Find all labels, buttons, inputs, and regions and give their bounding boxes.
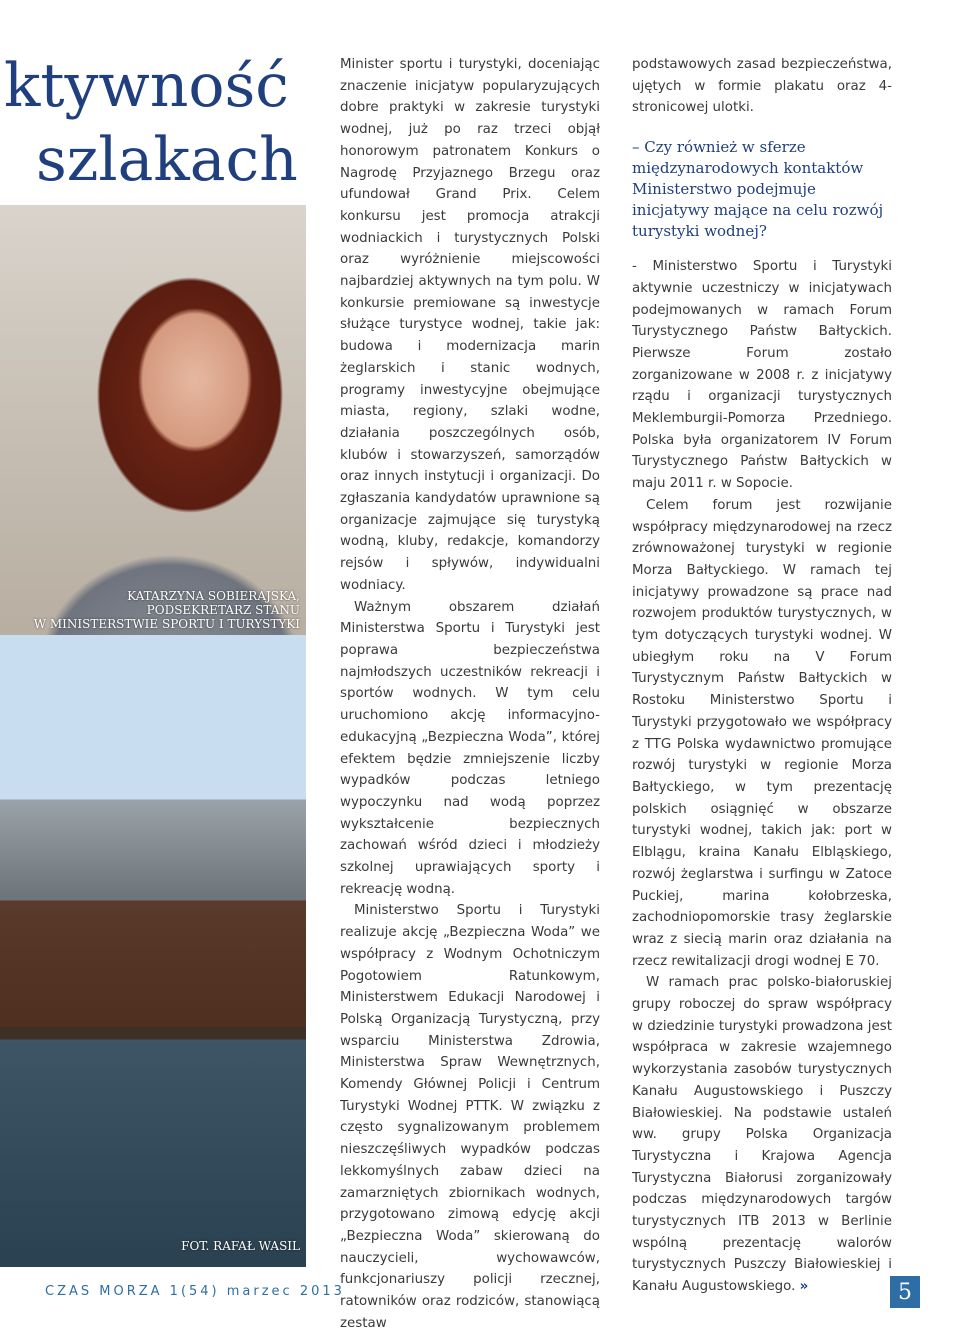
portrait-photo xyxy=(0,205,306,635)
caption-name: KATARZYNA SOBIERAJSKA, xyxy=(127,589,300,603)
photo-credit: FOT. RAFAŁ WASIL xyxy=(181,1239,300,1253)
article-column-3 xyxy=(632,54,892,1298)
col3-paragraph-4-text: W ramach prac polsko-białoruskiej grupy roboczej do spraw współpracy w dziedzinie turystyki prowadzona jest współpraca w zakresie wzajemnego wykorzystania zasobów turystycznych Kanału Augustowskiego i Puszczy Białowieskiej. Na podstawie ustaleń ww. grupy Polska Organizacja Turystyczna i Krajowa Agencja Turystyczna Białorusi zorganizowały podczas międzynarodowych targów turystycznych ITB 2013 w Berlinie wspólną prezentację walorów turystycznych Puszczy Białowieskiej i Kanału Augustowskiego. xyxy=(632,975,892,1295)
interview-question: – Czy również w sferze międzynarodowych kontaktów Ministerstwo podejmuje inicjatywy mające na celu rozwój turystyki wodnej? xyxy=(632,138,884,241)
marina-photo xyxy=(0,635,306,1267)
col2-paragraph-2: Ważnym obszarem działań Ministerstwa Sportu i Turystyki jest poprawa bezpieczeństwa najmłodszych uczestników rekreacji i sportów wodnych. W tym celu uruchomiono akcję informacyjno-edukacyjną „Bezpieczna Woda”, której efektem będzie zmniejszenie liczby wypadków podczas letniego wypoczynku nad wodą poprzez wykształcenie bezpiecznych zachowań wśród dzieci i młodzieży szkolnej uprawiających sporty i rekreację wodną. xyxy=(340,599,600,897)
col3-paragraph-3: Celem forum jest rozwijanie współpracy międzynarodowej na rzecz zrównoważonej turystyki w regionie Morza Bałtyckiego. W ramach tej inicjatywy prowadzone są prace nad rozwojem produktów turystycznych, w tym dotyczących turystyki wodnej. W ubiegłym roku na V Forum Turystycznym Państw Bałtyckich w Rostoku Ministerstwo Sportu i Turystyki przygotowało we współpracy z TTG Polska wydawnictwo promujące rozwój turystyki w regionie Morza Bałtyckiego, w tym prezentację polskich osiągnięć w obszarze turystyki wodnej, takich jak: port w Elblągu, kraina Kanału Elbląskiego, rozwój żeglarstwa i surfingu w Zatoce Puckiej, marina kołobrzeska, zachodniopomorskie trasy żeglarskie wraz z siecią marin oraz działania na rzecz rewitalizacji drogi wodnej E 70. xyxy=(632,497,892,969)
article-column-2 xyxy=(340,54,600,1334)
caption-title: PODSEKRETARZ STANU xyxy=(146,603,300,617)
col3-paragraph-1: podstawowych zasad bezpieczeństwa, ujętych w formie plakatu oraz 4-stronicowej ulotki. xyxy=(632,57,892,116)
heading-line-2: szlakach xyxy=(36,125,298,195)
heading-line-1: ktywność xyxy=(4,51,289,121)
col3-paragraph-2: - Ministerstwo Sportu i Turystyki aktywnie uczestniczy w inicjatywach podejmowanych w ramach Forum Turystycznego Państw Bałtyckich. Pierwsze Forum zostało zorganizowane w 2008 r. z inicjatywy rządu i organizacji turystycznych Meklemburgii-Pomorza Przedniego. Polska była organizatorem IV Forum Turystycznego Państw Bałtyckich w maju 2011 r. w Sopocie. xyxy=(632,259,892,492)
col3-paragraph-4 xyxy=(632,972,892,1298)
continue-mark: » xyxy=(799,1279,809,1295)
col2-paragraph-1: Minister sportu i turystyki, doceniając znaczenie inicjatyw popularyzujących dobre praktyki w zakresie turystyki wodnej, już po raz trzeci objął honorowym patronatem Konkurs o Nagrodę Przyjaznego Brzegu oraz ufundował Grand Prix. Celem konkursu jest promocja atrakcji wodniackich i turystycznych Polski oraz wyróżnienie miejscowości najbardziej aktywnych na tym polu. W konkursie premiowane są inwestycje służące turystyce wodnej, takie jak: budowa i modernizacja marin żeglarskich i stanic wodnych, programy inwestycyjne obejmujące miasta, regiony, szlaki wodne, działania poszczególnych osób, klubów i stowarzyszeń, samorządów oraz innych instytucji i organizacji. Do zgłaszania kandydatów uprawnione są organizacje zajmujące się turystyką wodną, kluby, redakcje, komandorzy rejsów i spływów, indywidualni wodniacy. xyxy=(340,57,600,593)
photo-caption xyxy=(34,589,300,631)
caption-ministry: W MINISTERSTWIE SPORTU I TURYSTYKI xyxy=(33,617,300,631)
col2-paragraph-3: Ministerstwo Sportu i Turystyki realizuje akcję „Bezpieczna Woda” we współpracy z Wodnym Ochotniczym Pogotowiem Ratunkowym, Ministerstwem Edukacji Narodowej i Polską Organizacją Turystyczną, przy wsparciu Ministerstwa Zdrowia, Ministerstwa Spraw Wewnętrznych, Komendy Głównej Policji i Centrum Turystyki Wodnej PTTK. W związku z często sygnalizowanym problemem nieszczęśliwych wypadków podczas lekkomyślnych zabaw dzieci na zamarzniętych zbiornikach wodnych, przygotowano zimową edycję akcji „Bezpieczna Woda” skierowaną do nauczycieli, wychowawców, funkcjonariuszy policji rzecznej, ratowników oraz rodziców, stanowiącą zestaw xyxy=(340,903,600,1331)
page-number: 5 xyxy=(890,1276,920,1308)
magazine-footer: CZAS MORZA 1(54) marzec 2013 xyxy=(45,1284,345,1299)
